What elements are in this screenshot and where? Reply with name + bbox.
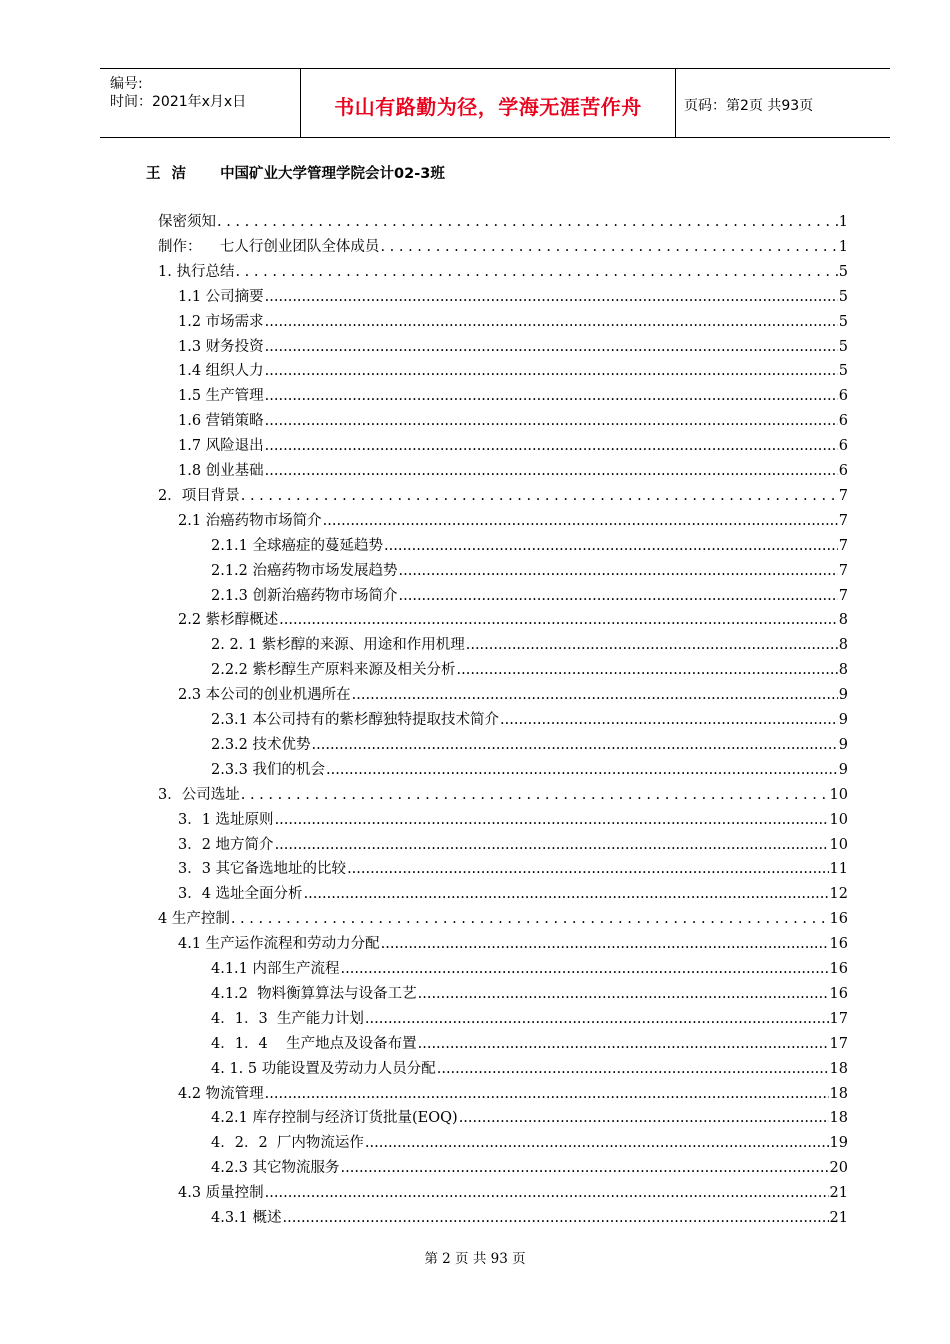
toc-entry-title: 2.2.2 紫杉醇生产原料来源及相关分析 <box>211 662 456 679</box>
toc-dot-leader <box>437 1057 829 1081</box>
toc-entry-page: 9 <box>838 712 848 728</box>
toc-entry[interactable] <box>178 808 848 832</box>
toc-entry-title: 3．1 选址原则 <box>178 811 274 828</box>
toc-dot-leader <box>304 882 829 906</box>
header-meta-cell <box>100 69 301 137</box>
toc-entry[interactable] <box>178 1181 848 1205</box>
toc-dot-leader <box>466 633 838 657</box>
toc-entry[interactable] <box>178 882 848 906</box>
toc-dot-leader <box>265 285 838 309</box>
toc-dot-leader <box>500 708 838 732</box>
page-header <box>100 68 890 138</box>
toc-entry-title: 1.2 市场需求 <box>178 313 264 330</box>
toc-entry-page: 11 <box>829 861 848 878</box>
toc-entry-page: 18 <box>829 1110 848 1127</box>
toc-dot-leader <box>241 783 829 807</box>
toc-entry[interactable] <box>211 982 848 1006</box>
toc-entry-page: 5 <box>838 338 848 355</box>
toc-entry-title: 2.1 治癌药物市场简介 <box>178 512 322 529</box>
toc-entry-title: 制作： 七人行创业团队全体成员 <box>158 238 380 255</box>
toc-entry-title: 3．3 其它备选地址的比较 <box>178 861 347 878</box>
toc-entry-title: 4．2．2 厂内物流运作 <box>211 1135 364 1152</box>
toc-entry-page: 17 <box>829 1035 848 1052</box>
toc-entry-title: 1.6 营销策略 <box>178 413 264 430</box>
toc-entry[interactable] <box>178 384 848 408</box>
toc-dot-leader <box>365 1131 829 1155</box>
toc-dot-leader <box>352 683 838 707</box>
toc-dot-leader <box>265 459 838 483</box>
toc-entry-page: 6 <box>838 463 848 479</box>
toc-entry[interactable] <box>211 1007 848 1031</box>
toc-entry-title: 2.3.1 本公司持有的紫杉醇独特提取技术简介 <box>211 712 500 728</box>
toc-dot-leader <box>323 509 838 533</box>
toc-entry-page: 10 <box>829 786 848 803</box>
toc-dot-leader <box>265 384 838 408</box>
toc-entry-title: 2.3.2 技术优势 <box>211 736 311 753</box>
toc-entry-title: 4.2.1 库存控制与经济订货批量(EOQ) <box>211 1110 458 1127</box>
toc-dot-leader <box>459 1106 829 1130</box>
toc-entry[interactable] <box>211 584 848 608</box>
toc-dot-leader <box>265 335 838 359</box>
toc-dot-leader <box>384 534 838 558</box>
toc-entry[interactable] <box>178 409 848 433</box>
toc-entry[interactable] <box>178 310 848 334</box>
toc-entry-title: 1.3 财务投资 <box>178 338 264 355</box>
toc-dot-leader <box>275 833 829 857</box>
toc-entry[interactable] <box>178 608 848 632</box>
toc-entry-title: 4. 1. 5 功能设置及劳动力人员分配 <box>211 1060 436 1077</box>
toc-entry-page: 7 <box>838 512 848 529</box>
author-affiliation: 中国矿业大学管理学院会计02-3班 <box>220 166 445 182</box>
toc-entry-page: 18 <box>829 1085 848 1102</box>
page-footer: 第 2 页 共 93 页 <box>424 1251 526 1267</box>
toc-entry-title: 4.1.1 内部生产流程 <box>211 961 340 977</box>
toc-dot-leader <box>381 932 829 956</box>
toc-entry-page: 7 <box>838 537 848 554</box>
toc-dot-leader <box>457 658 838 682</box>
toc-entry-page: 5 <box>838 363 848 380</box>
toc-entry-page: 6 <box>838 388 848 405</box>
toc-entry-title: 2.1.1 全球癌症的蔓延趋势 <box>211 537 384 554</box>
toc-entry-page: 16 <box>829 936 848 953</box>
toc-entry-page: 21 <box>829 1185 848 1202</box>
toc-entry[interactable] <box>211 758 848 782</box>
toc-entry[interactable] <box>158 210 848 234</box>
toc-entry-page: 9 <box>838 687 848 704</box>
toc-entry-page: 8 <box>838 662 848 679</box>
toc-entry-page: 7 <box>838 562 848 579</box>
toc-entry[interactable] <box>211 1032 848 1056</box>
toc-entry-page: 1 <box>838 238 848 255</box>
toc-entry[interactable] <box>158 783 848 807</box>
toc-dot-leader <box>347 857 828 881</box>
toc-dot-leader <box>275 808 829 832</box>
author-line <box>146 162 445 183</box>
toc-entry-title: 1.5 生产管理 <box>178 388 264 405</box>
toc-dot-leader <box>283 1206 829 1230</box>
toc-entry-page: 9 <box>838 736 848 753</box>
author-name: 王洁 <box>146 166 197 182</box>
toc-entry-page: 7 <box>838 587 848 604</box>
toc-entry[interactable] <box>178 335 848 359</box>
toc-dot-leader <box>341 957 829 981</box>
toc-entry[interactable] <box>178 434 848 458</box>
toc-entry[interactable] <box>178 833 848 857</box>
toc-entry-title: 4．1．3 生产能力计划 <box>211 1010 364 1027</box>
toc-dot-leader <box>235 260 837 284</box>
toc-entry-title: 保密须知 <box>158 214 216 230</box>
toc-entry-title: 4.2 物流管理 <box>178 1085 264 1102</box>
toc-entry[interactable] <box>211 1131 848 1155</box>
toc-entry-title: 4.3 质量控制 <box>178 1185 264 1202</box>
toc-entry-title: 4.2.3 其它物流服务 <box>211 1160 340 1177</box>
toc-entry-title: 2．项目背景 <box>158 487 240 504</box>
toc-entry-title: 4．1．4 生产地点及设备布置 <box>211 1035 417 1052</box>
toc-entry-title: 1.1 公司摘要 <box>178 288 264 305</box>
toc-entry-page: 6 <box>838 413 848 430</box>
header-motto: 书山有路勤为径，学海无涯苦作舟 <box>334 95 642 119</box>
header-page-info: 页码：第2页 共93页 <box>684 98 814 114</box>
toc-dot-leader <box>279 608 838 632</box>
toc-entry-page: 5 <box>838 288 848 305</box>
toc-entry-title: 2.1.2 治癌药物市场发展趋势 <box>211 562 398 579</box>
toc-entry-title: 2.2 紫杉醇概述 <box>178 612 279 629</box>
toc-dot-leader <box>365 1007 829 1031</box>
toc-entry-page: 1 <box>838 214 848 230</box>
document-time-label: 时间：2021年x月x日 <box>110 94 247 110</box>
toc-entry-page: 5 <box>838 313 848 330</box>
toc-entry-title: 3．4 选址全面分析 <box>178 886 303 903</box>
toc-entry-title: 4.1 生产运作流程和劳动力分配 <box>178 936 380 953</box>
toc-entry[interactable] <box>211 1156 848 1180</box>
toc-entry-page: 9 <box>838 761 848 778</box>
toc-entry[interactable] <box>158 235 848 259</box>
toc-entry-title: 2.3.3 我们的机会 <box>211 761 326 778</box>
toc-entry-page: 12 <box>829 886 848 903</box>
toc-entry-page: 19 <box>829 1135 848 1152</box>
toc-entry[interactable] <box>158 907 848 931</box>
toc-entry-title: 2.3 本公司的创业机遇所在 <box>178 687 351 704</box>
toc-entry-page: 8 <box>838 612 848 629</box>
toc-dot-leader <box>217 210 838 234</box>
header-page-cell <box>676 69 890 137</box>
toc-entry[interactable] <box>211 733 848 757</box>
toc-entry[interactable] <box>158 260 848 284</box>
toc-dot-leader <box>399 559 838 583</box>
toc-entry[interactable] <box>178 857 848 881</box>
header-motto-cell <box>301 69 676 137</box>
toc-entry[interactable] <box>211 957 848 981</box>
toc-entry-page: 16 <box>829 961 848 977</box>
toc-entry-page: 17 <box>829 1010 848 1027</box>
toc-dot-leader <box>312 733 838 757</box>
toc-entry[interactable] <box>178 509 848 533</box>
toc-dot-leader <box>265 310 838 334</box>
document-number-label: 编号: <box>110 76 143 92</box>
toc-entry[interactable] <box>178 285 848 309</box>
toc-dot-leader <box>241 484 838 508</box>
toc-entry-page: 16 <box>829 985 848 1002</box>
toc-dot-leader <box>265 359 838 383</box>
toc-dot-leader <box>265 434 838 458</box>
toc-dot-leader <box>231 907 829 931</box>
toc-dot-leader <box>326 758 838 782</box>
toc-entry-title: 1.7 风险退出 <box>178 438 264 455</box>
toc-dot-leader <box>265 1181 829 1205</box>
toc-entry-title: 2. 2. 1 紫杉醇的来源、用途和作用机理 <box>211 637 465 654</box>
toc-entry-title: 4.1.2 物料衡算算法与设备工艺 <box>211 985 417 1002</box>
toc-entry-page: 18 <box>829 1060 848 1077</box>
toc-entry[interactable] <box>178 359 848 383</box>
toc-entry-page: 10 <box>829 836 848 853</box>
toc-entry[interactable] <box>178 459 848 483</box>
toc-dot-leader <box>418 1032 829 1056</box>
toc-entry-title: 4 生产控制 <box>158 911 230 928</box>
toc-entry[interactable] <box>211 633 848 657</box>
toc-entry-page: 5 <box>838 263 848 280</box>
toc-dot-leader <box>399 584 838 608</box>
toc-entry[interactable] <box>211 1057 848 1081</box>
toc-dot-leader <box>380 235 837 259</box>
toc-entry-page: 20 <box>829 1160 848 1177</box>
toc-entry-page: 10 <box>829 811 848 828</box>
toc-entry[interactable] <box>211 1106 848 1130</box>
toc-dot-leader <box>265 1082 829 1106</box>
toc-entry[interactable] <box>211 1206 848 1230</box>
toc-entry[interactable] <box>211 559 848 583</box>
toc-entry[interactable] <box>211 658 848 682</box>
toc-entry[interactable] <box>211 534 848 558</box>
toc-entry-page: 8 <box>838 637 848 654</box>
toc-entry[interactable] <box>178 1082 848 1106</box>
toc-entry-title: 3．2 地方简介 <box>178 836 274 853</box>
toc-entry-title: 1. 执行总结 <box>158 263 235 280</box>
toc-entry-title: 3．公司选址 <box>158 786 240 803</box>
toc-entry-title: 1.4 组织人力 <box>178 363 264 380</box>
toc-entry-title: 4.3.1 概述 <box>211 1210 282 1226</box>
toc-entry-title: 1.8 创业基础 <box>178 463 264 479</box>
toc-entry-page: 6 <box>838 438 848 455</box>
toc-entry[interactable] <box>211 708 848 732</box>
toc-dot-leader <box>418 982 829 1006</box>
toc-entry-page: 21 <box>829 1210 848 1226</box>
toc-entry-page: 16 <box>829 911 848 928</box>
toc-entry[interactable] <box>178 683 848 707</box>
toc-entry[interactable] <box>158 484 848 508</box>
toc-dot-leader <box>341 1156 829 1180</box>
toc-dot-leader <box>265 409 838 433</box>
toc-entry[interactable] <box>178 932 848 956</box>
toc-entry-title: 2.1.3 创新治癌药物市场简介 <box>211 587 398 604</box>
toc-entry-page: 7 <box>838 487 848 504</box>
